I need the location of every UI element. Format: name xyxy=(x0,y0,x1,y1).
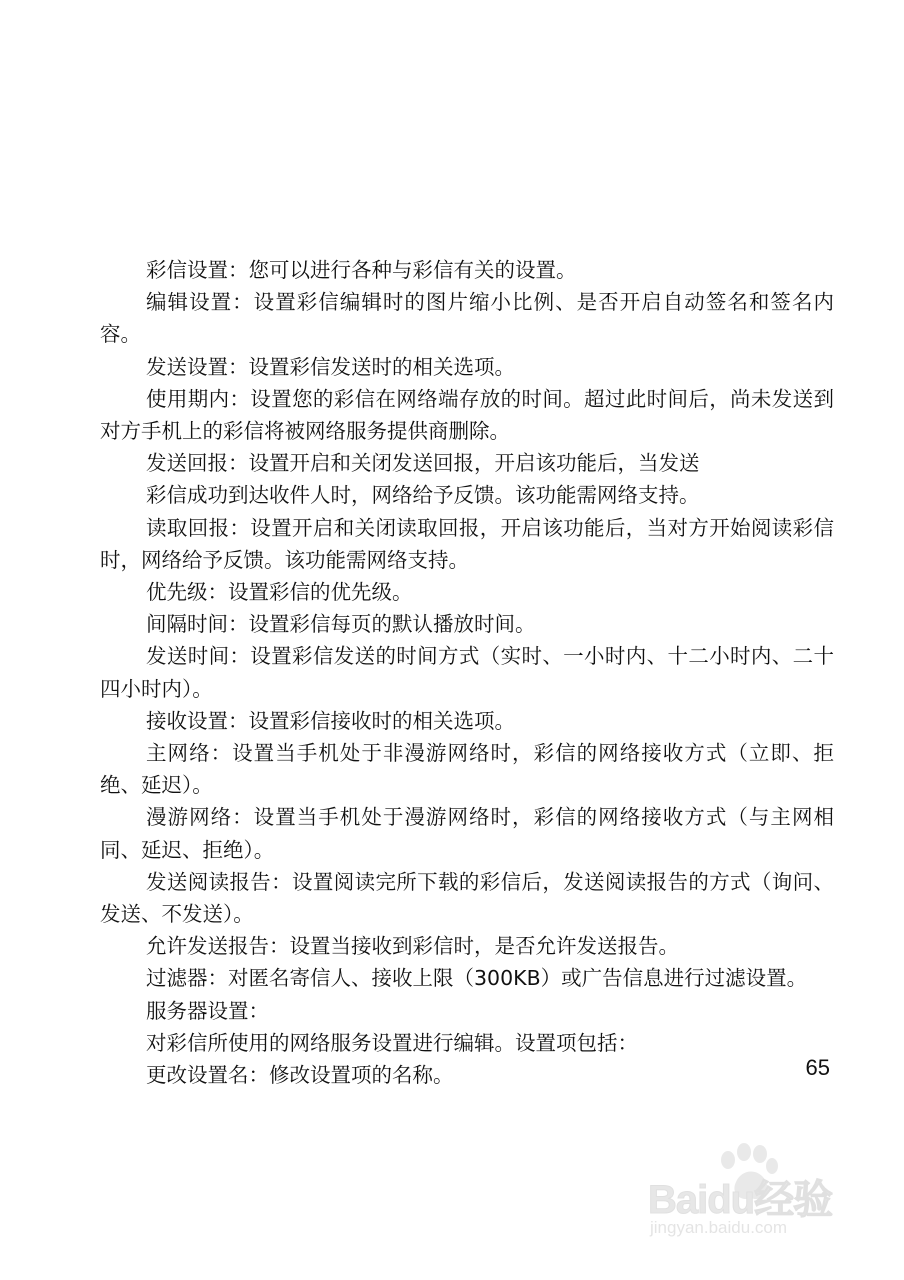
paragraph-rename: 更改设置名：修改设置项的名称。 xyxy=(146,1063,454,1088)
paragraph-priority: 优先级：设置彩信的优先级。 xyxy=(146,580,413,605)
paragraph-send-read-report: 发送阅读报告：设置阅读完所下载的彩信后，发送阅读报告的方式（询问、发送、不发送）。 xyxy=(100,869,834,927)
paragraph-validity-period: 使用期内：设置您的彩信在网络端存放的时间。超过此时间后，尚未发送到对方手机上的彩信将被网络服务提供商删除。 xyxy=(100,386,834,444)
paragraph-send-settings: 发送设置：设置彩信发送时的相关选项。 xyxy=(146,354,515,379)
paragraph-filter: 过滤器：对匿名寄信人、接收上限（300KB）或广告信息进行过滤设置。 xyxy=(146,966,808,991)
body-text xyxy=(100,254,834,1091)
paragraph-interval: 间隔时间：设置彩信每页的默认播放时间。 xyxy=(146,612,536,637)
paragraph-read-report: 读取回报：设置开启和关闭读取回报，开启该功能后，当对方开始阅读彩信时，网络给予反馈。该功能需网络支持。 xyxy=(100,515,834,572)
baidu-watermark xyxy=(640,1140,870,1250)
paragraph-server-settings: 服务器设置： xyxy=(146,998,269,1023)
paragraph-mms-settings: 彩信设置：您可以进行各种与彩信有关的设置。 xyxy=(146,258,577,282)
paragraph-edit-settings: 编辑设置：设置彩信编辑时的图片缩小比例、是否开启自动签名和签名内容。 xyxy=(100,290,834,347)
paragraph-delivery-report-cont: 彩信成功到达收件人时，网络给予反馈。该功能需网络支持。 xyxy=(146,483,700,508)
page-number: 65 xyxy=(805,1055,830,1080)
paragraph-roaming-network: 漫游网络：设置当手机处于漫游网络时，彩信的网络接收方式（与主网相同、延迟、拒绝）。 xyxy=(100,805,834,862)
paragraph-server-edit: 对彩信所使用的网络服务设置进行编辑。设置项包括： xyxy=(146,1030,638,1055)
paragraph-delivery-report: 发送回报：设置开启和关闭发送回报，开启该功能后，当发送 xyxy=(146,451,700,476)
paragraph-receive-settings: 接收设置：设置彩信接收时的相关选项。 xyxy=(146,708,515,733)
paragraph-home-network: 主网络：设置当手机处于非漫游网络时，彩信的网络接收方式（立即、拒绝、延迟）。 xyxy=(100,741,834,798)
watermark-url: jingyan.baidu.com xyxy=(650,1218,788,1237)
paragraph-allow-report: 允许发送报告：设置当接收到彩信时，是否允许发送报告。 xyxy=(146,934,679,959)
paragraph-send-time: 发送时间：设置彩信发送的时间方式（实时、一小时内、十二小时内、二十四小时内）。 xyxy=(100,644,834,701)
watermark-brand: Baidu经验 xyxy=(648,1178,833,1222)
